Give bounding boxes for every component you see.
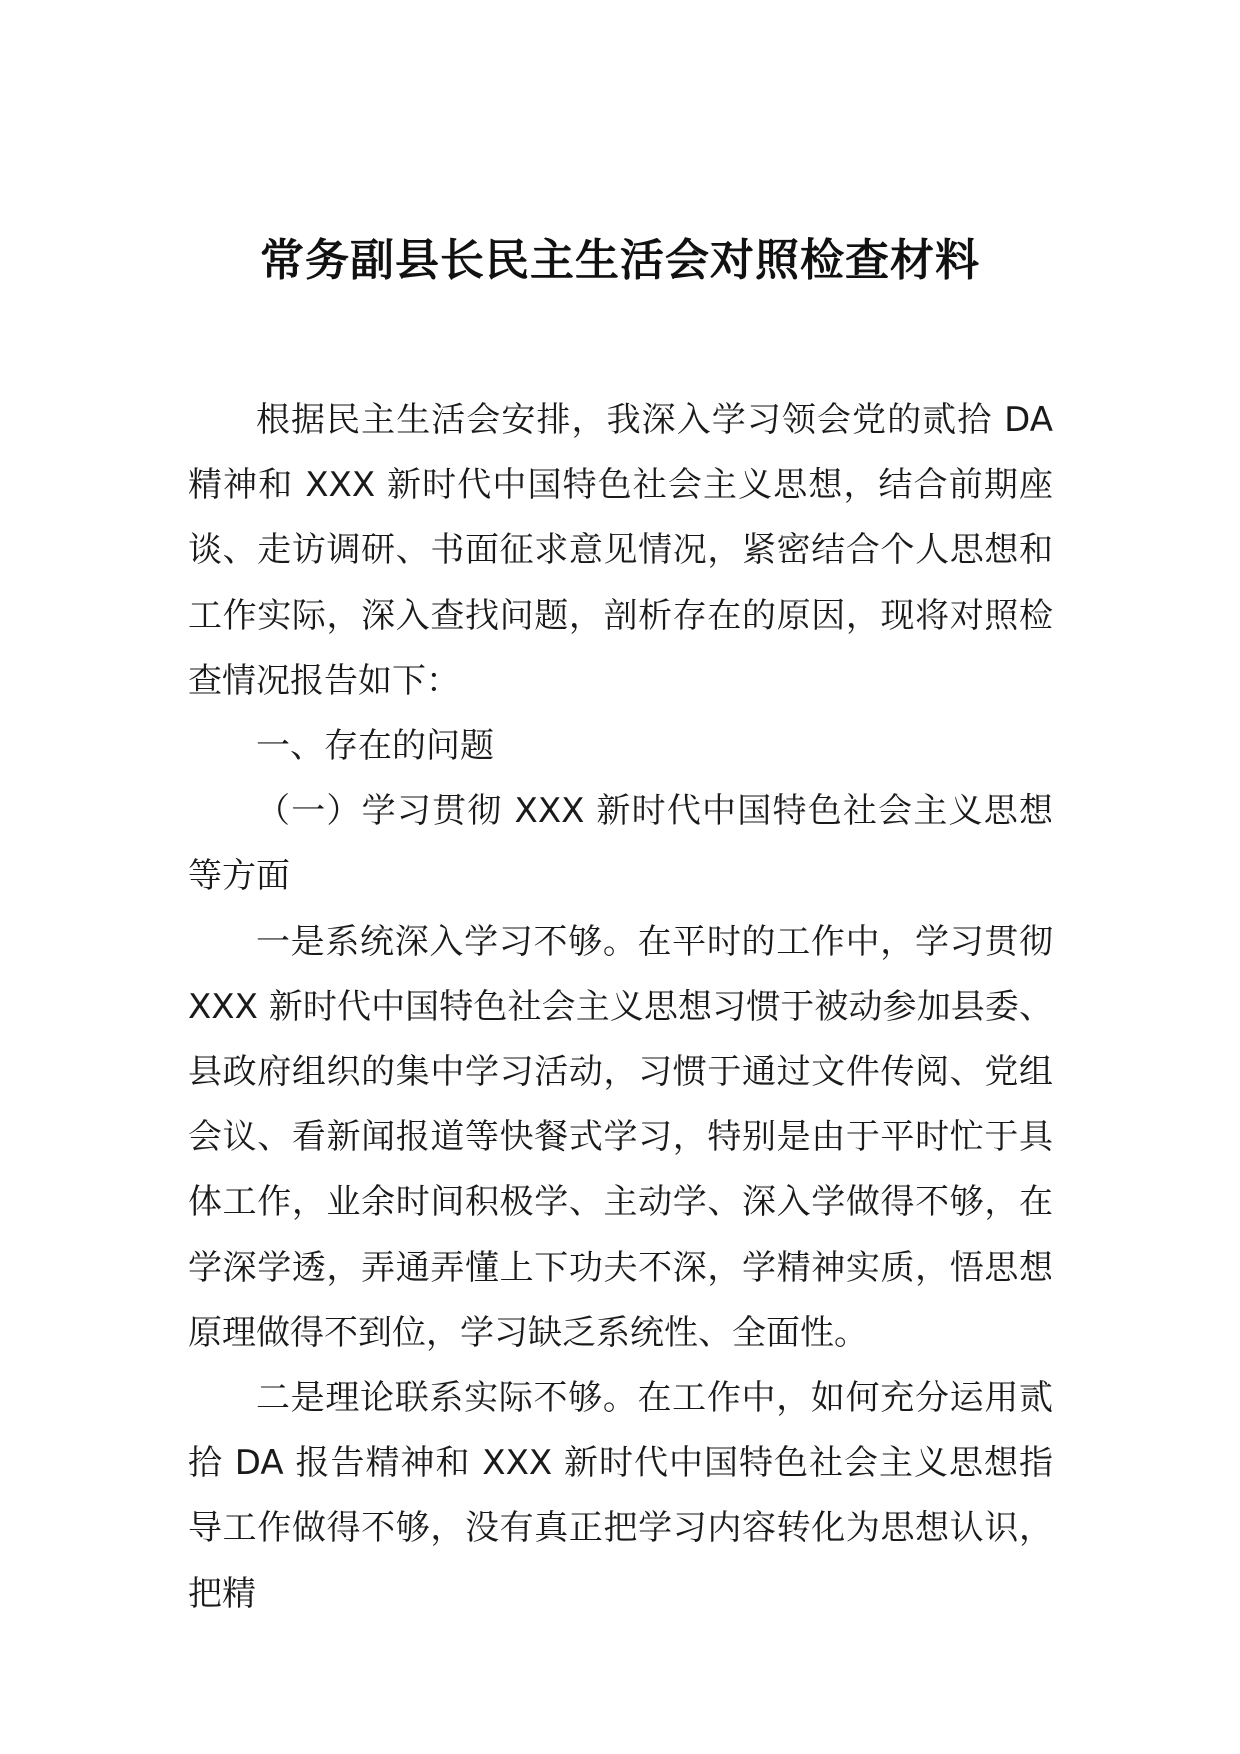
subsection-heading: （一）学习贯彻 XXX 新时代中国特色社会主义思想等方面 xyxy=(188,791,1053,897)
document-title: 常务副县长民主生活会对照检查材料 xyxy=(260,235,980,287)
document-body xyxy=(188,388,1053,1627)
problem-paragraph-1: 一是系统深入学习不够。在平时的工作中，学习贯彻 XXX 新时代中国特色社会主义思想习惯于被动参加县委、县政府组织的集中学习活动，习惯于通过文件传阅、党组会议、看新闻报道等快餐式学习，特别是由于平时忙于具体工作，业余时间积极学、主动学、深入学做得不够，在学深学透，弄通弄懂上下功夫不深，学精神实质，悟思想原理做得不到位，学习缺乏系统性、全面性。 xyxy=(188,921,1053,1353)
problem-paragraph-2: 二是理论联系实际不够。在工作中，如何充分运用贰拾 DA 报告精神和 XXX 新时代中国特色社会主义思想指导工作做得不够，没有真正把学习内容转化为思想认识，把精 xyxy=(188,1378,1053,1614)
section-heading: 一、存在的问题 xyxy=(256,726,494,767)
intro-paragraph: 根据民主生活会安排，我深入学习领会党的贰拾 DA 精神和 XXX 新时代中国特色社会主义思想，结合前期座谈、走访调研、书面征求意见情况，紧密结合个人思想和工作实际，深入查找问题，剖析存在的原因，现将对照检查情况报告如下： xyxy=(188,400,1053,701)
